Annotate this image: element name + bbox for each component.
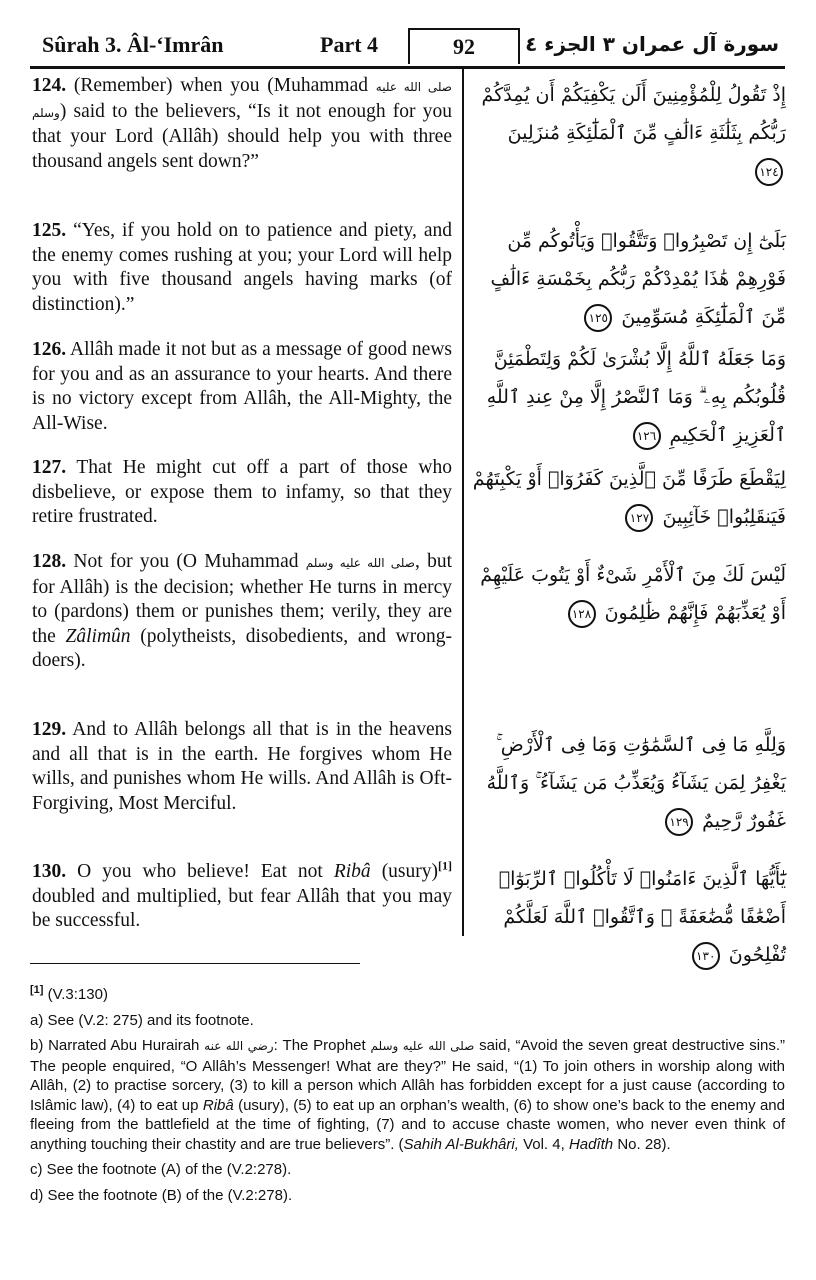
ayah-marker: ١٢٨ — [568, 600, 596, 628]
footnote-text: said, “Avoid the seven great destructive sins.” The people enquired, “O Allâh’s Messenger! What are they?” He said, “(1) To join others in worship along with Allâh, (2) to practise sorcery, (3) to kill a person which Allâh has forbidden except for a just cause (according to Islâmic law), (4) to eat up — [30, 1037, 786, 1114]
italic-term: Ribâ — [333, 861, 371, 882]
verse-text: ) said to the believers, “Is it not enough for you that your Lord (Allâh) should help you with three thousand angels sent down?” — [32, 100, 452, 172]
page-header — [30, 28, 785, 69]
honorific: صلى الله عليه وسلم — [32, 80, 452, 120]
arabic-text: لِيَقْطَعَ طَرَفًا مِّنَ ٱلَّذِينَ كَفَرُوٓا۟ أَوْ يَكْبِتَهُمْ فَيَنقَلِبُوا۟ خَآئِبِينَ — [472, 468, 786, 528]
ayah-marker: ١٢٥ — [584, 304, 612, 332]
ayah-marker: ١٢٤ — [755, 158, 783, 186]
part-label: Part 4 — [320, 32, 379, 57]
verse-number: 130. — [32, 861, 67, 882]
verse-number: 126. — [32, 339, 67, 360]
verse-text: “Yes, if you hold on to patience and piety, and the enemy comes rushing at you; your Lord will help you with five thousand angels having marks (of distinction).” — [32, 220, 453, 315]
arabic-text: يَٰٓأَيُّهَا ٱلَّذِينَ ءَامَنُوا۟ لَا تَأْكُلُوا۟ ٱلرِّبَوٰٓا۟ أَضْعَٰفًا مُّضَٰعَفَةً ۖ وَٱتَّقُوا۟ ٱللَّهَ لَعَلَّكُمْ تُفْلِحُونَ — [498, 868, 786, 966]
footnote-ref: (V.3:130) — [47, 986, 108, 1003]
italic-term: Ribâ — [202, 1096, 234, 1114]
footnote-a: a) See (V.2: 275) and its footnote. — [30, 1011, 254, 1029]
arabic-text: بَلَىٰٓ إِن تَصْبِرُوا۟ وَتَتَّقُوا۟ وَيَأْتُوكُم مِّن فَوْرِهِمْ هَٰذَا يُمْدِدْكُمْ رَبُّكُم بِخَمْسَةِ ءَالَٰفٍ مِّنَ ٱلْمَلَٰٓئِكَةِ مُسَوِّمِينَ — [490, 230, 786, 328]
footnote-text: Vol. 4, — [523, 1135, 565, 1153]
footnote-d: d) See the footnote (B) of the (V.2:278). — [30, 1186, 293, 1204]
footnote-c: c) See the footnote (A) of the (V.2:278). — [30, 1161, 292, 1178]
footnote-text: (usury), (5) to eat up an orphan’s wealth, (6) to show one’s back to the enemy and fleeing from the battlefield at the time of fighting, (7) and to accuse chaste women, who never even think of anything touching their chastity and are true believers”. ( — [30, 1096, 785, 1153]
footnote-text: b) Narrated Abu Hurairah — [30, 1037, 200, 1054]
verse-128-arabic — [472, 556, 786, 632]
verse-126-arabic — [472, 340, 786, 454]
verse-text: O you who believe! Eat not — [77, 861, 323, 882]
verse-text: (usury) — [381, 861, 439, 882]
honorific: صلى الله عليه وسلم — [370, 1039, 475, 1053]
footnote-marker: [1] — [30, 984, 44, 996]
verse-129-arabic — [472, 726, 786, 840]
verse-126-english — [32, 338, 452, 436]
footnote-text: : The Prophet — [273, 1037, 366, 1054]
verse-130-arabic — [472, 860, 786, 974]
footnote-heading — [30, 985, 785, 1005]
verse-127-arabic — [472, 460, 786, 536]
arabic-text: وَمَا جَعَلَهُ ٱللَّهُ إِلَّا بُشْرَىٰ لَكُمْ وَلِتَطْمَئِنَّ قُلُوبُكُم بِهِۦ ۗ وَمَا ٱلنَّصْرُ إِلَّا مِنْ عِندِ ٱللَّهِ ٱلْعَزِيزِ ٱلْحَكِيمِ — [486, 348, 786, 446]
verse-number: 124. — [32, 75, 67, 96]
honorific: رضي الله عنه — [204, 1039, 274, 1053]
arabic-text: وَلِلَّهِ مَا فِى ٱلسَّمَٰوَٰتِ وَمَا فِى ٱلْأَرْضِ ۚ يَغْفِرُ لِمَن يَشَآءُ وَيُعَذِّبُ مَن يَشَآءُ ۚ وَٱللَّهُ غَفُورٌ رَّحِيمٌ — [486, 734, 786, 832]
verse-text: doubled and multiplied, but fear Allâh that you may be successful. — [32, 885, 452, 931]
verse-124-english — [32, 74, 452, 174]
italic-term: Zâlimûn — [65, 625, 131, 647]
arabic-header: سورة آل عمران ٣ الجزء ٤ — [525, 32, 779, 56]
ayah-marker: ١٢٩ — [665, 808, 693, 836]
verse-125-english — [32, 219, 452, 317]
footnote-separator — [30, 963, 360, 964]
verse-number: 129. — [32, 719, 67, 740]
source-title: Sahih Al-Bukhâri, — [403, 1135, 519, 1153]
arabic-text: إِذْ تَقُولُ لِلْمُؤْمِنِينَ أَلَن يَكْفِيَكُمْ أَن يُمِدَّكُمْ رَبُّكُم بِثَلَٰثَةِ ءَالَٰفٍ مِّنَ ٱلْمَلَٰٓئِكَةِ مُنزَلِينَ — [481, 84, 786, 144]
footnote-reference[interactable]: [1] — [438, 858, 453, 873]
verse-124-arabic — [472, 76, 786, 190]
column-divider — [462, 66, 464, 936]
verse-125-arabic — [472, 222, 786, 336]
verse-text: (polytheists, disobedients, and wrong-doers). — [32, 625, 452, 671]
ayah-marker: ١٢٦ — [633, 422, 661, 450]
verse-text: Allâh made it not but as a message of good news for you and as an assurance to your hearts. And there is no victory except from Allâh, the All-Mighty, the All-Wise. — [32, 339, 452, 434]
ayah-marker: ١٢٧ — [625, 504, 653, 532]
page-number: 92 — [408, 28, 520, 64]
verse-text: And to Allâh belongs all that is in the heavens and all that is in the earth. He forgives whom He wills, and punishes whom He wills. And Allâh is Oft-Forgiving, Most Merciful. — [32, 719, 452, 814]
verse-text: (Remember) when you (Muhammad — [73, 75, 369, 96]
verse-number: 127. — [32, 457, 67, 478]
ayah-marker: ١٣٠ — [692, 942, 720, 970]
verse-number: 128. — [32, 551, 67, 572]
verse-text: , but for Allâh) is the decision; whether He turns in mercy to (pardons) them or punishes them; verily, they are the — [32, 551, 452, 647]
honorific: صلى الله عليه وسلم — [305, 556, 415, 570]
footnote-b — [30, 1036, 785, 1154]
verse-127-english — [32, 456, 452, 530]
verse-text: Not for you (O Muhammad — [73, 551, 299, 572]
verse-128-english — [32, 550, 452, 674]
arabic-text: لَيْسَ لَكَ مِنَ ٱلْأَمْرِ شَىْءٌ أَوْ يَتُوبَ عَلَيْهِمْ أَوْ يُعَذِّبَهُمْ فَإِنَّهُمْ ظَٰلِمُونَ — [480, 564, 786, 624]
verse-130-english — [32, 860, 452, 934]
surah-title: Sûrah 3. Âl-‘Imrân — [42, 32, 224, 57]
footnotes — [30, 985, 785, 1211]
italic-term: Hadîth — [568, 1135, 614, 1153]
verse-text: That He might cut off a part of those who disbelieve, or expose them to infamy, so that they retire frustrated. — [32, 457, 452, 527]
footnote-text: No. 28). — [617, 1135, 671, 1153]
verse-129-english — [32, 718, 452, 816]
verse-number: 125. — [32, 220, 67, 241]
